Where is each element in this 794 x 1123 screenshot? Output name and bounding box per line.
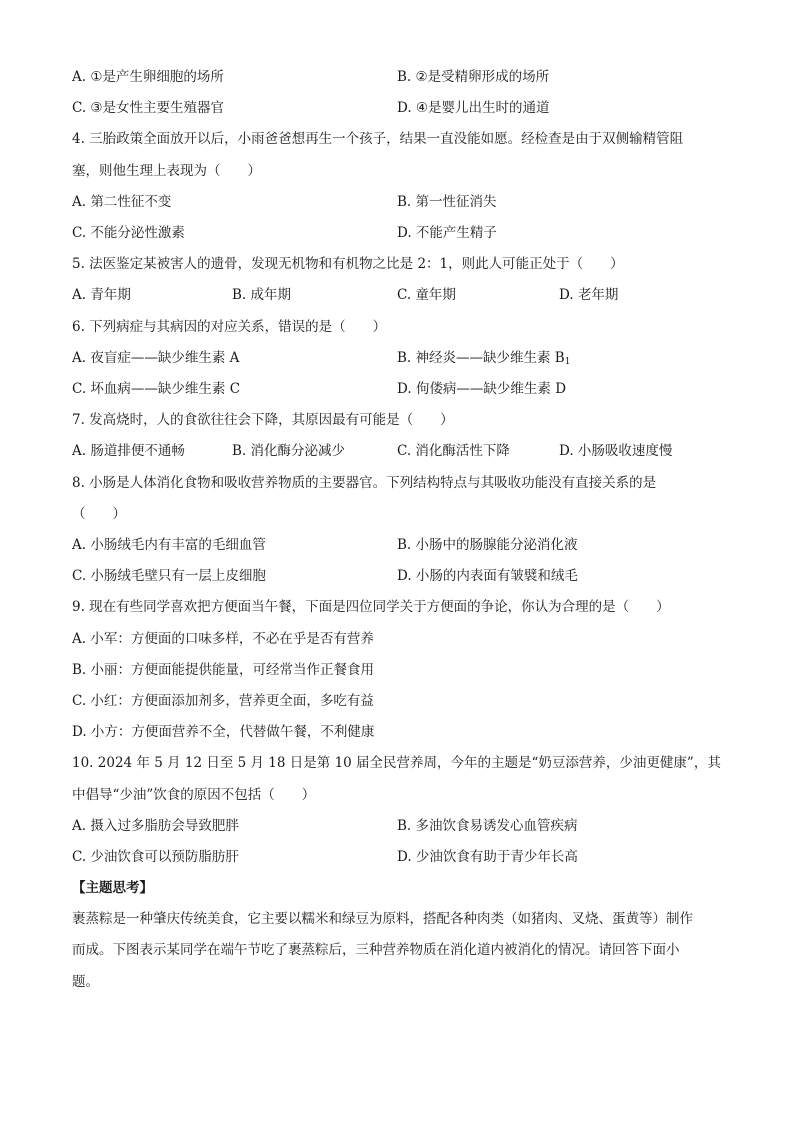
q6-option-b-subscript: 1 (564, 356, 571, 367)
q10-option-c: C. 少油饮食可以预防脂肪肝 (72, 848, 239, 865)
q5-stem: 5. 法医鉴定某被害人的遗骨，发现无机物和有机物之比是 2：1，则此人可能正处于（ ） (72, 256, 624, 273)
q5-option-c: C. 童年期 (397, 287, 456, 304)
q6-option-d: D. 佝偻病——缺少维生素 D (397, 380, 567, 397)
q8-option-b: B. 小肠中的肠腺能分泌消化液 (397, 536, 578, 553)
q4-options-row-2 (72, 218, 722, 249)
q4-stem-line-1: 4. 三胎政策全面放开以后，小雨爸爸想再生一个孩子，结果一直没能如愿。经检查是由于双侧输精管阻 (72, 131, 684, 148)
q5-options-row (72, 280, 722, 311)
q9-option-d: D. 小方：方便面营养不全，代替做午餐，不利健康 (72, 724, 375, 741)
q8-stem-line-2: （ ） (72, 505, 126, 522)
q6-option-b-wrap (397, 343, 570, 374)
q10-options-row-2 (72, 842, 722, 873)
q9-stem: 9. 现在有些同学喜欢把方便面当午餐，下面是四位同学关于方便面的争论，你认为合理的是（ ） (72, 599, 670, 616)
theme-paragraph-line-2: 而成。下图表示某同学在端午节吃了裹蒸粽后，三种营养物质在消化道内被消化的情况。请回答下面小 (72, 942, 680, 959)
theme-paragraph-line-1: 裹蒸粽是一种肇庆传统美食，它主要以糯米和绿豆为原料，搭配各种肉类（如猪肉、叉烧、蛋黄等）制作 (72, 911, 693, 928)
q10-option-a: A. 摄入过多脂肪会导致肥胖 (72, 817, 239, 834)
theme-heading: 【主题思考】 (72, 880, 153, 897)
q10-option-b: B. 多油饮食易诱发心血管疾病 (397, 817, 578, 834)
q8-option-a: A. 小肠绒毛内有丰富的毛细血管 (72, 536, 266, 553)
q8-options-row-1 (72, 530, 722, 561)
q7-options-row (72, 436, 722, 467)
q9-option-c: C. 小红：方便面添加剂多，营养更全面，多吃有益 (72, 692, 374, 709)
q7-option-b: B. 消化酶分泌减少 (232, 443, 346, 460)
q6-option-c: C. 坏血病——缺少维生素 C (72, 380, 241, 397)
theme-paragraph-line-3: 题。 (72, 973, 99, 990)
q6-stem: 6. 下列病症与其病因的对应关系，错误的是（ ） (72, 318, 387, 335)
q7-option-a: A. 肠道排便不通畅 (72, 443, 185, 460)
q10-stem-line-1: 10. 2024 年 5 月 12 日至 5 月 18 日是第 10 届全民营养周，今年的主题是“奶豆添营养，少油更健康”，其 (72, 755, 721, 772)
q4-option-b: B. 第一性征消失 (397, 193, 497, 210)
q3-option-c: C. ③是女性主要生殖器官 (72, 100, 225, 117)
q4-stem-line-2: 塞，则他生理上表现为（ ） (72, 162, 261, 179)
q9-option-a: A. 小军：方便面的口味多样，不必在乎是否有营养 (72, 630, 374, 647)
q10-option-d: D. 少油饮食有助于青少年长高 (397, 848, 578, 865)
q3-option-a: A. ①是产生卵细胞的场所 (72, 69, 224, 85)
q7-option-d: D. 小肠吸收速度慢 (559, 443, 673, 460)
q3-options-row-2 (72, 93, 722, 124)
q4-option-d: D. 不能产生精子 (397, 224, 497, 241)
q6-option-b: B. 神经炎——缺少维生素 B (397, 349, 565, 366)
q10-stem-line-2: 中倡导“少油”饮食的原因不包括（ ） (72, 786, 316, 803)
q8-options-row-2 (72, 561, 722, 592)
q3-options-row-1 (72, 62, 722, 93)
q4-option-a: A. 第二性征不变 (72, 193, 172, 210)
q9-option-b: B. 小丽：方便面能提供能量，可经常当作正餐食用 (72, 661, 375, 678)
q8-option-d: D. 小肠的内表面有皱襞和绒毛 (397, 568, 578, 585)
q10-options-row-1 (72, 811, 722, 842)
q8-option-c: C. 小肠绒毛壁只有一层上皮细胞 (72, 568, 266, 585)
q4-options-row-1 (72, 187, 722, 218)
q6-options-row-1 (72, 343, 722, 374)
q5-option-a: A. 青年期 (72, 287, 131, 304)
q6-option-a: A. 夜盲症——缺少维生素 A (72, 349, 240, 366)
q8-stem-line-1: 8. 小肠是人体消化食物和吸收营养物质的主要器官。下列结构特点与其吸收功能没有直接关系的是 (72, 474, 657, 491)
q5-option-d: D. 老年期 (559, 287, 619, 304)
q7-stem: 7. 发高烧时，人的食欲往往会下降，其原因最有可能是（ ） (72, 412, 454, 429)
exam-page (72, 62, 722, 998)
q3-option-b: B. ②是受精卵形成的场所 (397, 69, 550, 85)
q6-options-row-2 (72, 374, 722, 405)
q7-option-c: C. 消化酶活性下降 (397, 443, 510, 460)
q5-option-b: B. 成年期 (232, 287, 292, 304)
q3-option-d: D. ④是婴儿出生时的通道 (397, 100, 550, 117)
q4-option-c: C. 不能分泌性激素 (72, 224, 185, 241)
